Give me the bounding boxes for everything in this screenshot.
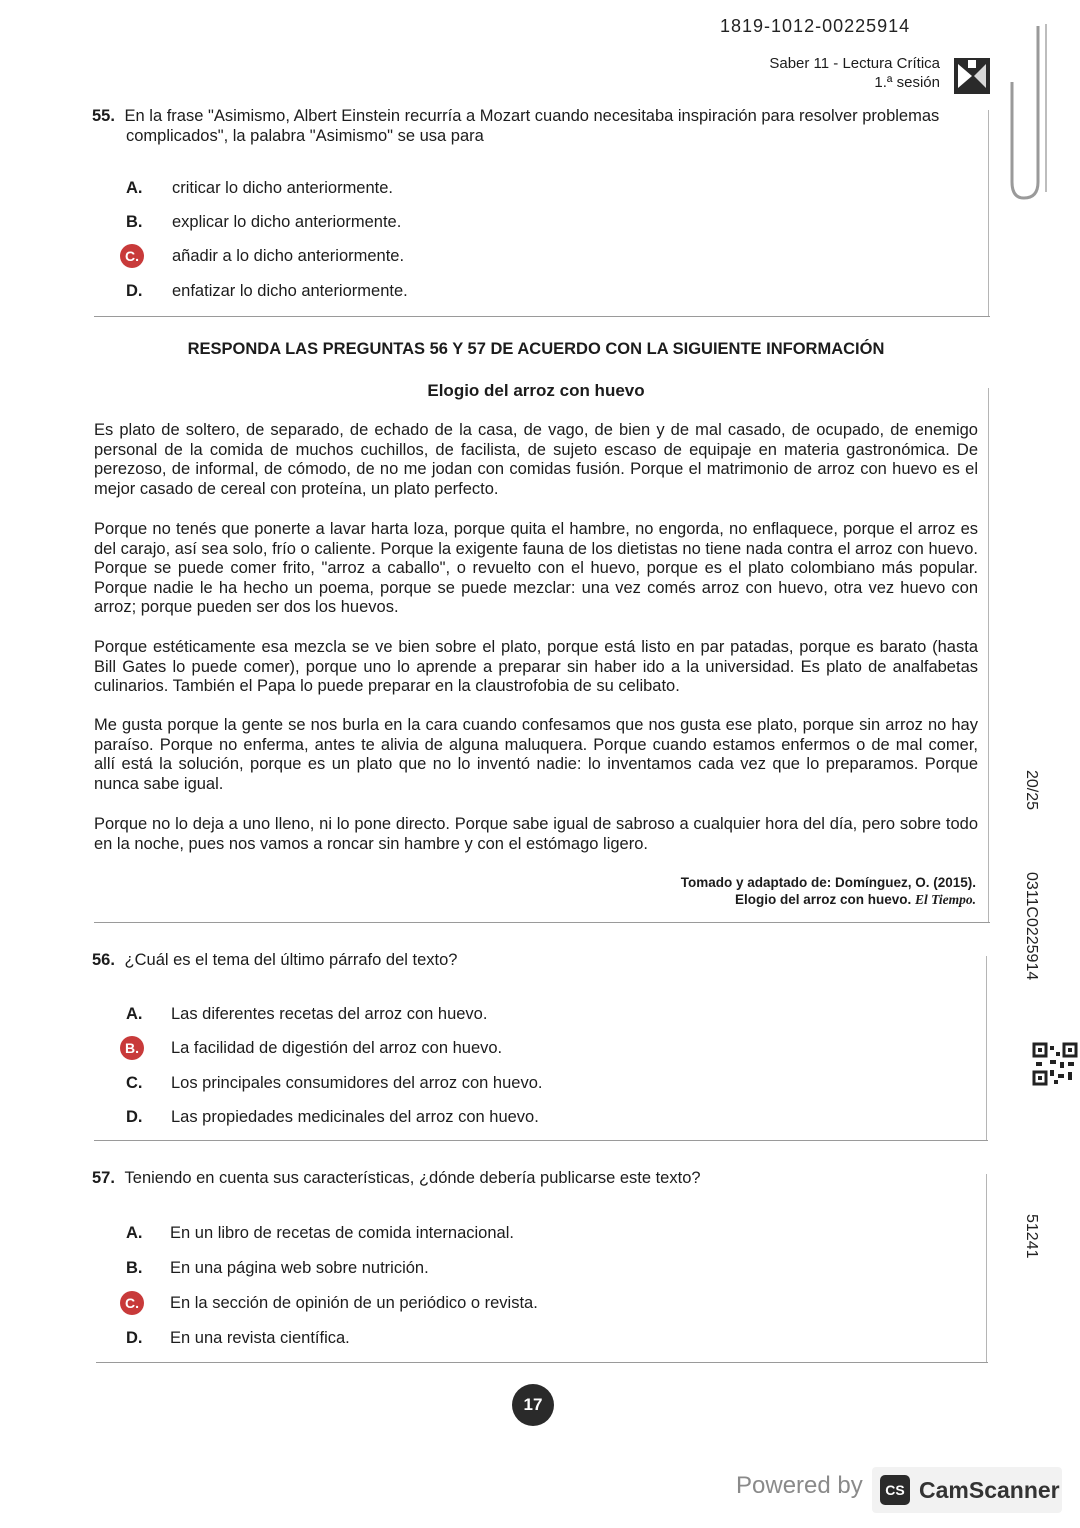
source-newspaper: El Tiempo. (915, 892, 976, 907)
option-text: enfatizar lo dicho anteriormente. (172, 282, 408, 300)
option-letter: D. (126, 1108, 143, 1126)
question-55-text-line2: complicados", la palabra "Asimismo" se usa para (126, 127, 484, 145)
camscanner-brand: CamScanner (919, 1476, 1060, 1503)
box-border (986, 956, 987, 1140)
reading-title: Elogio del arroz con huevo (427, 381, 645, 400)
option-text: En una revista científica. (170, 1329, 350, 1347)
option-letter: C. (126, 1074, 143, 1092)
option-text: En un libro de recetas de comida internacional. (170, 1224, 514, 1242)
divider (96, 1362, 988, 1363)
question-57 (92, 1168, 952, 1188)
option-text: añadir a lo dicho anteriormente. (172, 247, 405, 265)
reading-source (681, 874, 976, 908)
icfes-logo-icon (952, 56, 992, 96)
exam-title-line1: Saber 11 - Lectura Crítica (769, 55, 940, 72)
option-text: En una página web sobre nutrición. (170, 1259, 429, 1277)
reading-paragraph-1: Es plato de soltero, de separado, de echado de la casa, de vago, de bien y de mal casado, de ocupado, de enemigo personal de la comida de muchos cuchillos, de facilista, de sujeto escaso de equipaje en materia gastronómica. De perezoso, de informal, de cómodo, de no me jodan con comidas fusión. Porque el matrimonio de arroz con huevo es el mejor casado de cereal con proteína, un plato perfecto. (94, 421, 978, 498)
page-number-badge: 17 (512, 1384, 554, 1426)
option-text: La facilidad de digestión del arroz con huevo. (171, 1039, 503, 1057)
option-text: Las diferentes recetas del arroz con huevo. (171, 1005, 488, 1023)
question-56-text: ¿Cuál es el tema del último párrafo del texto? (124, 951, 458, 969)
side-booklet-code: 0311C0225914 (1023, 872, 1040, 981)
option-letter: B. (126, 1259, 143, 1277)
option-letter: A. (126, 1224, 143, 1242)
divider (94, 316, 990, 317)
qr-code-icon (1032, 1042, 1078, 1086)
source-title: Elogio del arroz con huevo. (734, 892, 912, 907)
option-letter: D. (126, 1329, 143, 1347)
box-border (988, 388, 989, 922)
box-border (986, 1174, 987, 1362)
option-letter: A. (126, 179, 143, 197)
option-text: Los principales consumidores del arroz con huevo. (171, 1074, 543, 1092)
question-55-number: 55. (92, 107, 115, 125)
reading-instruction: RESPONDA LAS PREGUNTAS 56 Y 57 DE ACUERDO CON LA SIGUIENTE INFORMACIÓN (187, 340, 885, 358)
option-text: Las propiedades medicinales del arroz con huevo. (171, 1108, 539, 1126)
source-line1: Tomado y adaptado de: Domínguez, O. (2015). (680, 875, 976, 890)
question-55 (92, 106, 992, 126)
source-line2 (681, 891, 976, 908)
reading-paragraph-4: Me gusta porque la gente se nos burla en la cara cuando confesamos que nos gusta ese plato, porque sin arroz no hay paraíso. Porque no enferma, antes te alivia de alguna maluquera. Porque cuando estamos enfermos o de mal comer, allí está la solución, porque es un plato que no lo inventó nadie: lo inventamos cada vez que lo preparamos. Porque nunca sabe igual. (94, 716, 978, 793)
option-letter: A. (126, 1005, 143, 1023)
box-border (988, 110, 989, 316)
option-text: criticar lo dicho anteriormente. (172, 179, 394, 197)
option-text: En la sección de opinión de un periódico o revista. (170, 1294, 538, 1312)
side-page-fraction: 20/25 (1023, 770, 1040, 811)
reading-paragraph-2: Porque no tenés que ponerte a lavar harta loza, porque quita el hambre, no engorda, no enflaquece, porque el arroz es del carajo, así sea solo, frío o caliente. Porque la exigente fauna de los dietistas no tiene nada contra el arroz con huevo. Porque se puede comer frito, "arroz a caballo", o revuelto con el huevo, porque es el plato colombiano más popular. Porque nadie le ha hecho un poema, porque se puede mezclar: una vez comés arroz con huevo, otra vez huevo con arroz; porque pueden ser dos los huevos. (94, 520, 978, 617)
option-letter: D. (126, 282, 143, 300)
divider (94, 922, 990, 923)
option-letter: B. (126, 213, 143, 231)
powered-by-label: Powered by (736, 1472, 863, 1499)
divider (94, 1140, 988, 1141)
question-55-text-line1: En la frase "Asimismo, Albert Einstein recurría a Mozart cuando necesitaba inspiración para resolver problemas (124, 107, 940, 125)
question-56 (92, 950, 952, 970)
question-57-number: 57. (92, 1169, 115, 1187)
selected-answer-mark: B. (120, 1036, 144, 1060)
selected-answer-mark: C. (120, 1291, 144, 1315)
reading-paragraph-3: Porque estéticamente esa mezcla se ve bien sobre el plato, porque está listo en par patadas, porque es barato (hasta Bill Gates lo puede comer), porque uno lo aprende a preparar sin haber ido a la universidad. Es plato de analfabetas culinarios. También el Papa lo puede preparar en la claustrofobia de su celibato. (94, 638, 978, 696)
camscanner-badge (872, 1467, 1062, 1513)
exam-title (769, 54, 940, 92)
side-number: 51241 (1023, 1214, 1040, 1259)
selected-answer-mark: C. (120, 244, 144, 268)
booklet-code-header: 1819-1012-00225914 (720, 16, 911, 36)
exam-title-line2: 1.ª sesión (874, 74, 940, 91)
paperclip-icon (1008, 22, 1052, 202)
question-56-number: 56. (92, 951, 115, 969)
camscanner-icon: CS (880, 1475, 910, 1505)
option-text: explicar lo dicho anteriormente. (172, 213, 402, 231)
question-57-text: Teniendo en cuenta sus características, ¿dónde debería publicarse este texto? (124, 1169, 701, 1187)
reading-paragraph-5: Porque no lo deja a uno lleno, ni lo pone directo. Porque sabe igual de sabroso a cualquier hora del día, pero sobre todo en la noche, pues nos vamos a roncar sin hambre y con el estómago ligero. (94, 815, 978, 853)
